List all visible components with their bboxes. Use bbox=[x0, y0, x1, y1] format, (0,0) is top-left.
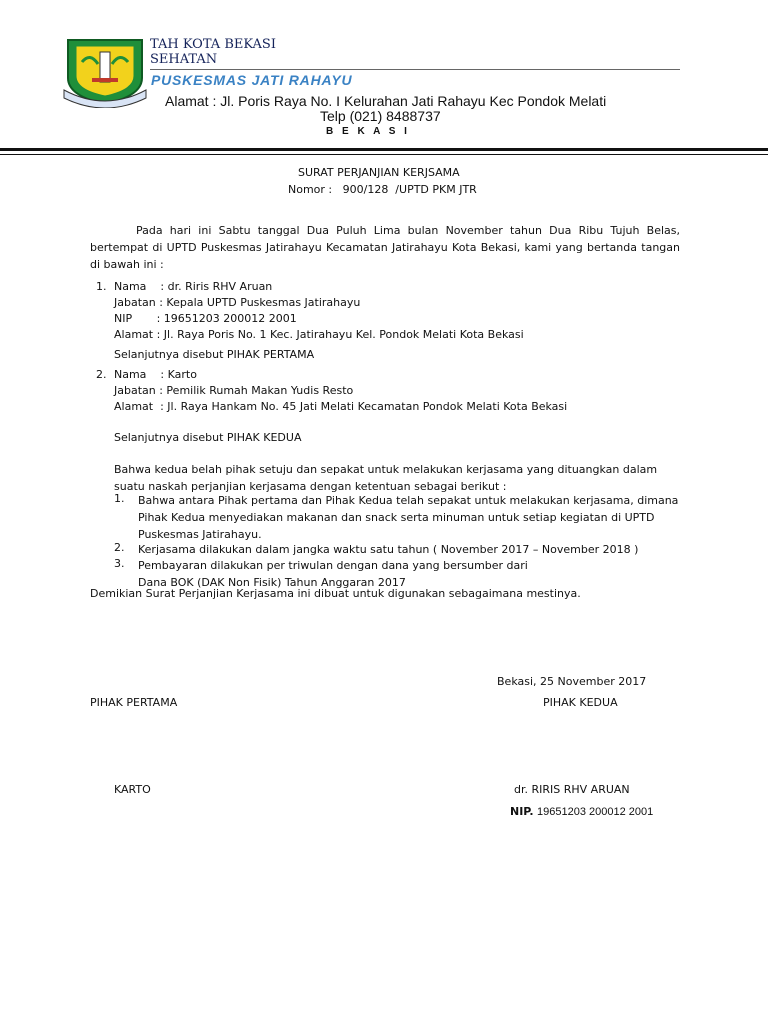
term-text: Bahwa antara Pihak pertama dan Pihak Kedua telah sepakat untuk melakukan kerjasama, dimana Pihak Kedua menyediakan makanan dan snack serta minuman untuk setiap kegiatan di UPTD Puskesmas Jatirahayu. bbox=[138, 494, 679, 541]
term-text: Pembayaran dilakukan per triwulan dengan dana yang bersumber dari Dana BOK (DAK Non Fisik) Tahun Anggaran 2017 bbox=[138, 559, 528, 589]
puskesmas-name: PUSKESMAS JATI RAHAYU bbox=[151, 72, 353, 88]
party2-name: Nama : Karto bbox=[114, 368, 197, 381]
place-date: Bekasi, 25 November 2017 bbox=[497, 675, 647, 688]
letter-title: SURAT PERJANJIAN KERJSAMA bbox=[298, 166, 460, 179]
party2-number: 2. bbox=[96, 368, 107, 381]
term-number: 3. bbox=[114, 557, 125, 570]
party1-note: Selanjutnya disebut PIHAK PERTAMA bbox=[114, 348, 315, 361]
signature-right-name: dr. RIRIS RHV ARUAN bbox=[514, 783, 630, 796]
party2-note: Selanjutnya disebut PIHAK KEDUA bbox=[114, 431, 302, 444]
letterhead-rule-thick bbox=[0, 148, 768, 151]
agreement-intro: Bahwa kedua belah pihak setuju dan sepakat untuk melakukan kerjasama yang dituangkan dalam suatu naskah perjanjian kerjasama dengan ketentuan sebagai berikut : bbox=[114, 463, 658, 493]
party1-alamat: Alamat : Jl. Raya Poris No. 1 Kec. Jatirahayu Kel. Pondok Melati Kota Bekasi bbox=[114, 328, 524, 341]
closing-paragraph: Demikian Surat Perjanjian Kerjasama ini dibuat untuk digunakan sebagaimana mestinya. bbox=[90, 587, 581, 600]
party1-name: Nama : dr. Riris RHV Aruan bbox=[114, 280, 273, 293]
nip-value: 19651203 200012 2001 bbox=[537, 806, 654, 818]
letterhead-rule-thin bbox=[0, 154, 768, 155]
header-address: Alamat : Jl. Poris Raya No. I Kelurahan Jati Rahayu Kec Pondok Melati bbox=[165, 93, 607, 109]
signature-left-label: PIHAK PERTAMA bbox=[90, 696, 178, 709]
opening-paragraph: Pada hari ini Sabtu tanggal Dua Puluh Lima bulan November tahun Dua Ribu Tujuh Belas, bertempat di UPTD Puskesmas Jatirahayu Kecamatan Jatirahayu Kota Bekasi, kami yang bertanda tangan di bawah ini : bbox=[90, 224, 680, 271]
term-text: Kerjasama dilakukan dalam jangka waktu satu tahun ( November 2017 – November 2018 ) bbox=[138, 543, 639, 556]
party1-number: 1. bbox=[96, 280, 107, 293]
term-number: 1. bbox=[114, 492, 125, 505]
party2-alamat: Alamat : Jl. Raya Hankam No. 45 Jati Melati Kecamatan Pondok Melati Kota Bekasi bbox=[114, 400, 568, 413]
header-phone: Telp (021) 8488737 bbox=[320, 108, 441, 124]
letter-number: Nomor : 900/128 /UPTD PKM JTR bbox=[288, 183, 477, 196]
term-number: 2. bbox=[114, 541, 125, 554]
signature-right-label: PIHAK KEDUA bbox=[543, 696, 618, 709]
header-divider bbox=[150, 69, 680, 70]
party2-jabatan: Jabatan : Pemilik Rumah Makan Yudis Resto bbox=[114, 384, 354, 397]
header-city: B E K A S I bbox=[326, 126, 410, 137]
nip-label: NIP. bbox=[510, 805, 534, 818]
signature-left-name: KARTO bbox=[114, 783, 151, 796]
party1-jabatan: Jabatan : Kepala UPTD Puskesmas Jatirahayu bbox=[114, 296, 361, 309]
signature-nip bbox=[510, 805, 653, 818]
org-name: TAH KOTA BEKASI bbox=[150, 37, 276, 52]
org-subtitle: SEHATAN bbox=[150, 52, 218, 67]
party1-nip: NIP : 19651203 200012 2001 bbox=[114, 312, 297, 325]
kota-bekasi-emblem-icon bbox=[62, 38, 148, 108]
